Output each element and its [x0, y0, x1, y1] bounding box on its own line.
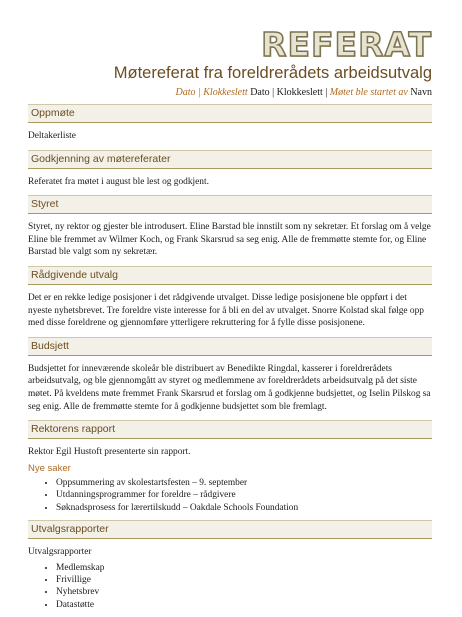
new-items-subheading: Nye saker	[28, 462, 71, 474]
section-heading: Rektorens rapport	[28, 420, 432, 439]
section-advisory	[28, 266, 432, 330]
started-by-value: Navn	[410, 87, 432, 98]
list-item: • Oppsummering av skolestartsfesten – 9. september	[56, 477, 432, 489]
document-subtitle: Møtereferat fra foreldrerådets arbeidsutvalg	[113, 64, 432, 82]
new-items-list	[28, 477, 432, 514]
section-text: Referatet fra møtet i august ble lest og godkjent.	[28, 176, 209, 187]
section-principal	[28, 420, 432, 514]
document-content	[28, 104, 432, 617]
section-approval	[28, 150, 432, 189]
section-text: Rektor Egil Hustoft presenterte sin rapport.	[28, 447, 191, 458]
section-text: Deltakerliste	[28, 131, 76, 141]
started-by-label: Møtet ble startet av	[329, 87, 408, 98]
section-text: Det er en rekke ledige posisjoner i det rådgivende utvalget. Disse ledige posisjonene ble oppført i det nyeste nyhetsbrevet. Tre foreldre viste interesse for å bli en del av utvalget. Snorre Kolstad skal følge opp med disse foreldrene og gjennomføre ytterligere rekruttering for å fylle disse posisjonene.	[28, 292, 424, 329]
section-text: Utvalgsrapporter	[28, 546, 92, 557]
section-heading: Styret	[28, 195, 432, 214]
date-time-label: Dato | Klokkeslett	[175, 87, 248, 98]
section-text: Styret, ny rektor og gjester ble introdusert. Eline Barstad ble innstilt som ny sekretær. Et forslag om å velge Eline ble fremmet av Wilmer Koch, og Frank Skarsrud sa seg enig. Alle de fremmøtte stemte for, og Eline Barstad ble valgt som ny sekretær.	[28, 222, 431, 258]
section-committees	[28, 520, 432, 611]
section-heading: Utvalgsrapporter	[28, 520, 432, 539]
list-item: • Søknadsprosess for lærertilskudd – Oakdale Schools Foundation	[56, 502, 432, 514]
meeting-meta-line: Dato | Klokkeslett Dato | Klokkeslett | Møtet ble startet av Navn	[175, 87, 432, 98]
section-attendance	[28, 104, 432, 143]
committee-list	[28, 562, 432, 612]
list-item: • Utdanningsprogrammer for foreldre – rådgivere	[56, 489, 432, 501]
section-heading: Oppmøte	[28, 104, 432, 123]
time-value: Klokkeslett	[276, 87, 323, 98]
section-budget	[28, 337, 432, 413]
document-banner-title: REFERAT	[261, 25, 432, 64]
section-heading: Rådgivende utvalg	[28, 266, 432, 285]
section-heading: Godkjenning av møtereferater	[28, 150, 432, 169]
list-item: • Datastøtte	[56, 599, 432, 611]
list-item: • Frivillige	[56, 574, 432, 586]
date-value: Dato	[250, 87, 270, 98]
section-text: Budsjettet for inneværende skoleår ble distribuert av Benedikte Ringdal, kasserer i foreldrerådets arbeidsutvalg, og ble gjennomgått av styret og medlemmene av foreldrerådets arbeidsutvalg på det siste møtet. På kveldens møte fremmet Frank Skarsrud et forslag om å godkjenne budsjettet, og Iselin Pilskog sa seg enig. Alle de fremmøtte stemte for å godkjenne budsjettet som ble fremlagt.	[28, 363, 431, 412]
section-board	[28, 195, 432, 259]
list-item: • Nyhetsbrev	[56, 586, 432, 598]
section-heading: Budsjett	[28, 337, 432, 356]
list-item: • Medlemskap	[56, 562, 432, 574]
